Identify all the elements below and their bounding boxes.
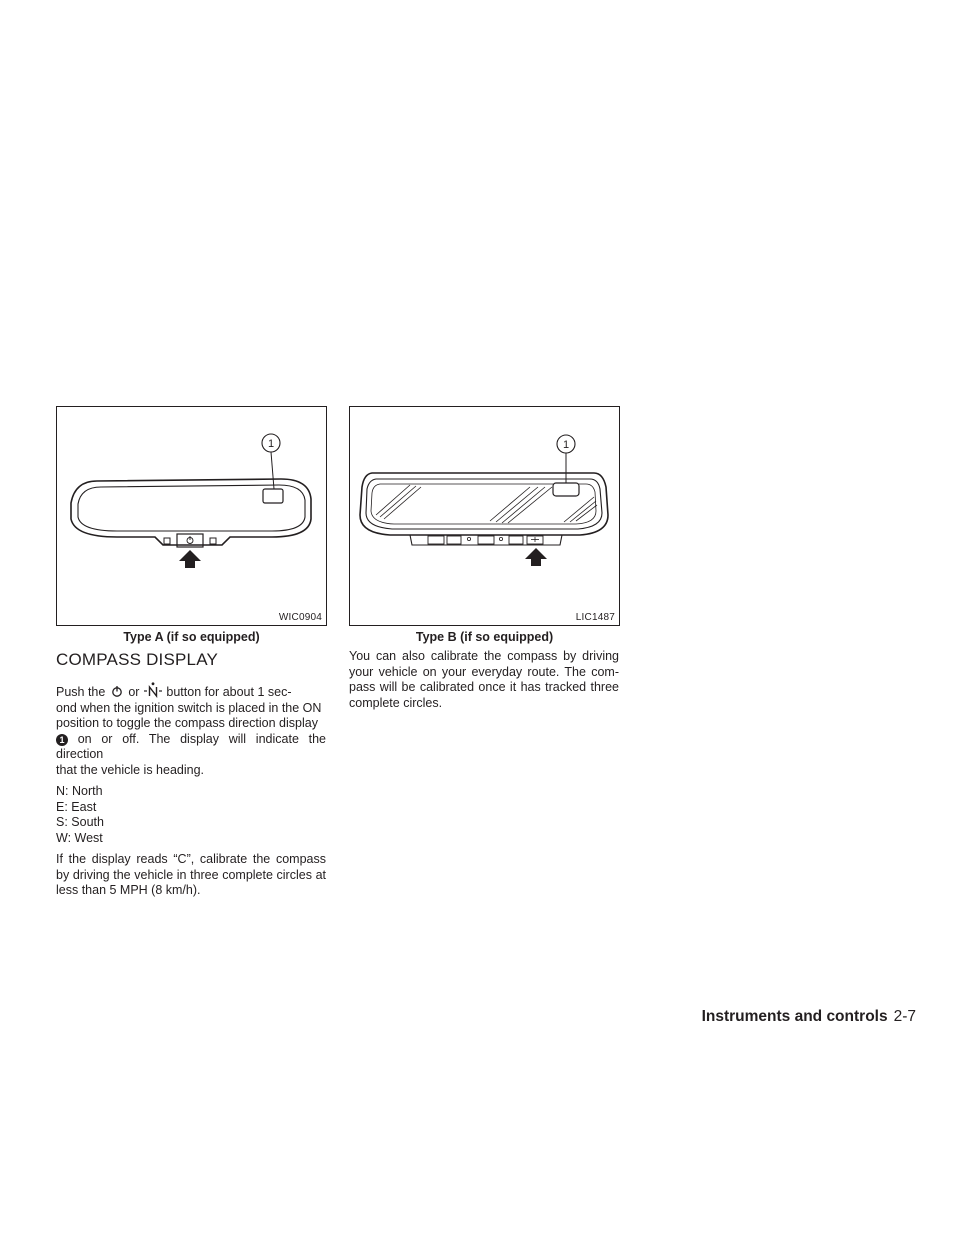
page-number: 2-7 <box>893 1008 916 1025</box>
section-title: COMPASS DISPLAY <box>56 650 219 669</box>
display-callout-marker: 1 <box>56 734 68 746</box>
intro-line-2: ond when the ignition switch is placed in the ON <box>56 700 322 715</box>
intro-text-after: button for about 1 sec- <box>166 685 292 699</box>
intro-text-or: or <box>128 685 140 699</box>
direction-east: E: East <box>56 799 97 814</box>
figure-code: WIC0904 <box>278 612 322 623</box>
callout-1-label: 1 <box>267 438 275 450</box>
direction-south: S: South <box>56 815 104 829</box>
figure-code: LIC1487 <box>575 612 615 623</box>
callout-1-label: 1 <box>562 439 570 451</box>
calibrate-paragraph: If the display reads “C”, calibrate the compass by driving the vehicle in three complete circles at less than 5 MPH (8 km/h). <box>56 852 326 897</box>
directions-list <box>56 784 326 846</box>
intro-line-5: that the vehicle is heading. <box>56 762 205 777</box>
right-column-text <box>349 649 619 711</box>
direction-west: W: West <box>56 830 103 845</box>
figure-type-b <box>349 406 620 626</box>
power-button-icon <box>109 685 125 698</box>
compass-n-icon <box>143 682 163 698</box>
left-column-text <box>56 682 326 899</box>
direction-north: N: North <box>56 784 103 798</box>
route-paragraph: You can also calibrate the compass by driving your vehicle on your everyday route. The com-pass will be calibrated once it has tracked three complete circles. <box>349 649 619 710</box>
mirror-type-a-illustration <box>57 407 328 627</box>
intro-line-4: on or off. The display will indicate the direction <box>56 731 326 761</box>
chapter-title: Instruments and controls <box>701 1008 888 1025</box>
intro-paragraph <box>56 682 326 778</box>
page-footer <box>702 1008 916 1026</box>
figure-caption-type-b: Type B (if so equipped) <box>415 630 554 644</box>
intro-text-start: Push the <box>56 685 106 699</box>
intro-line-3: position to toggle the compass direction display <box>56 716 318 730</box>
figure-caption-type-a: Type A (if so equipped) <box>123 630 260 644</box>
figure-type-a <box>56 406 327 626</box>
mirror-type-b-illustration <box>350 407 621 627</box>
